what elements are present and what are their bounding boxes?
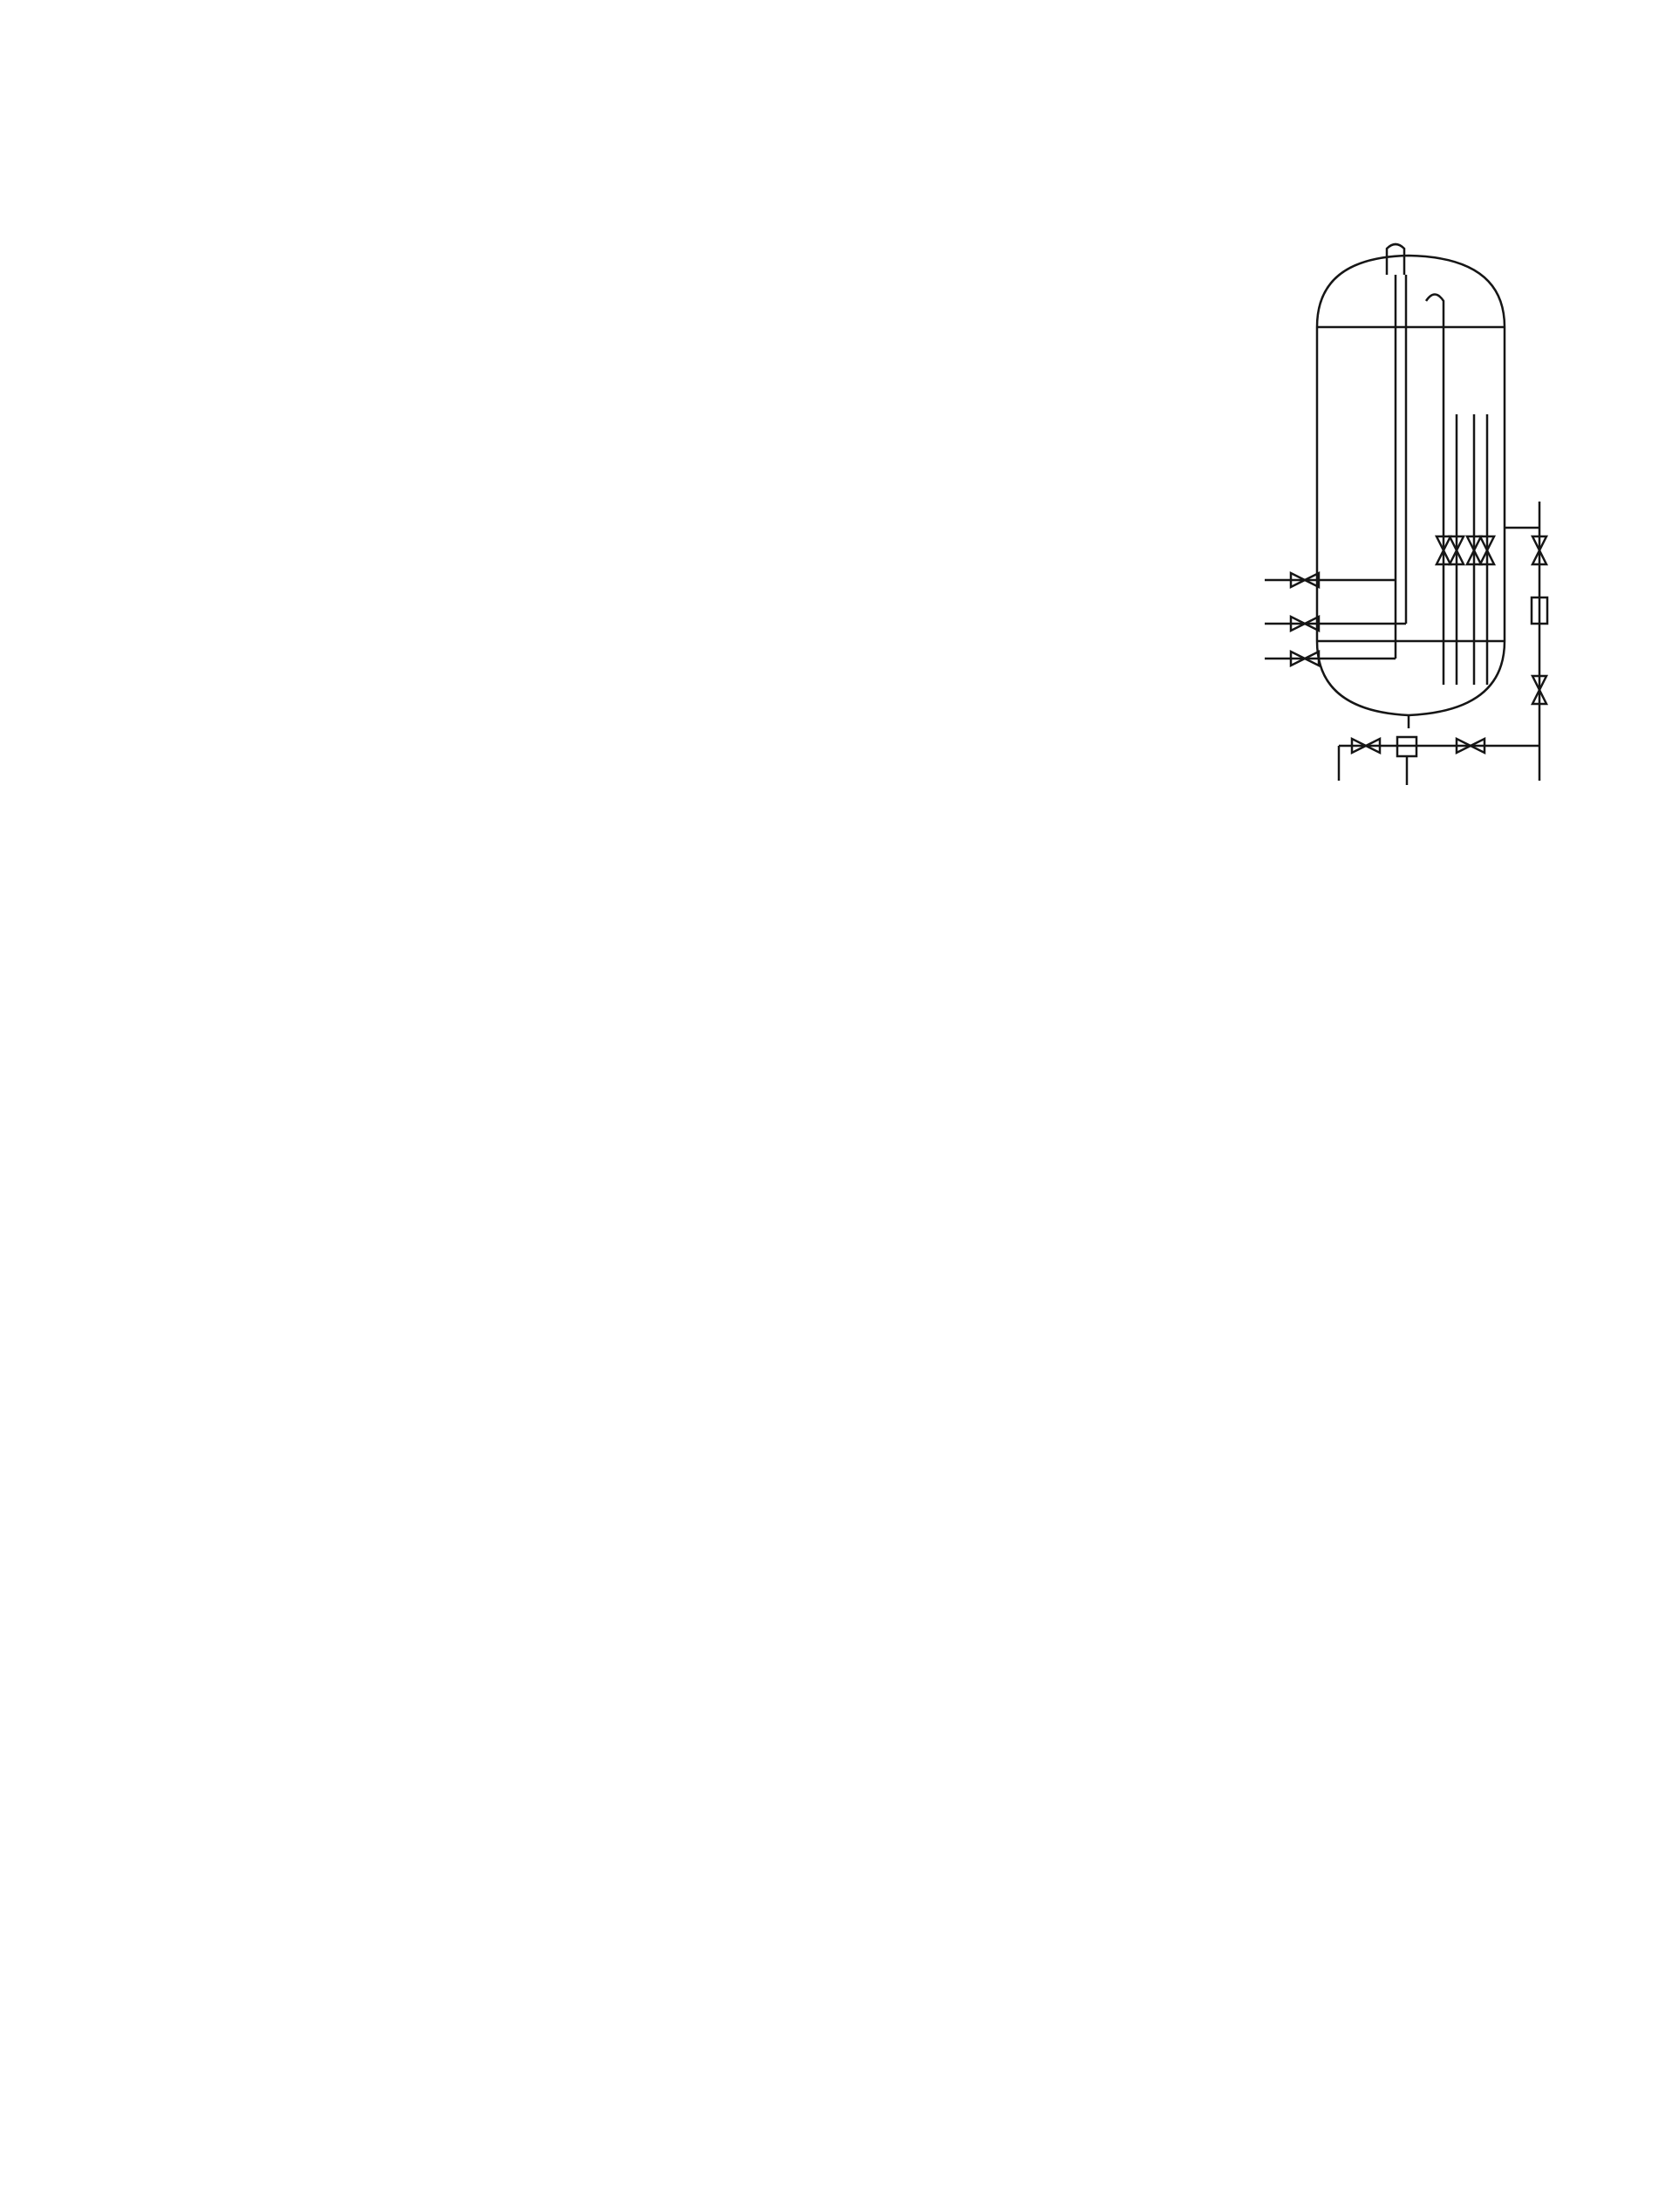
top-vent: [1387, 244, 1404, 275]
fsd-pipeline-diagram: [1256, 240, 1570, 816]
vessel-outline: [1317, 256, 1505, 715]
